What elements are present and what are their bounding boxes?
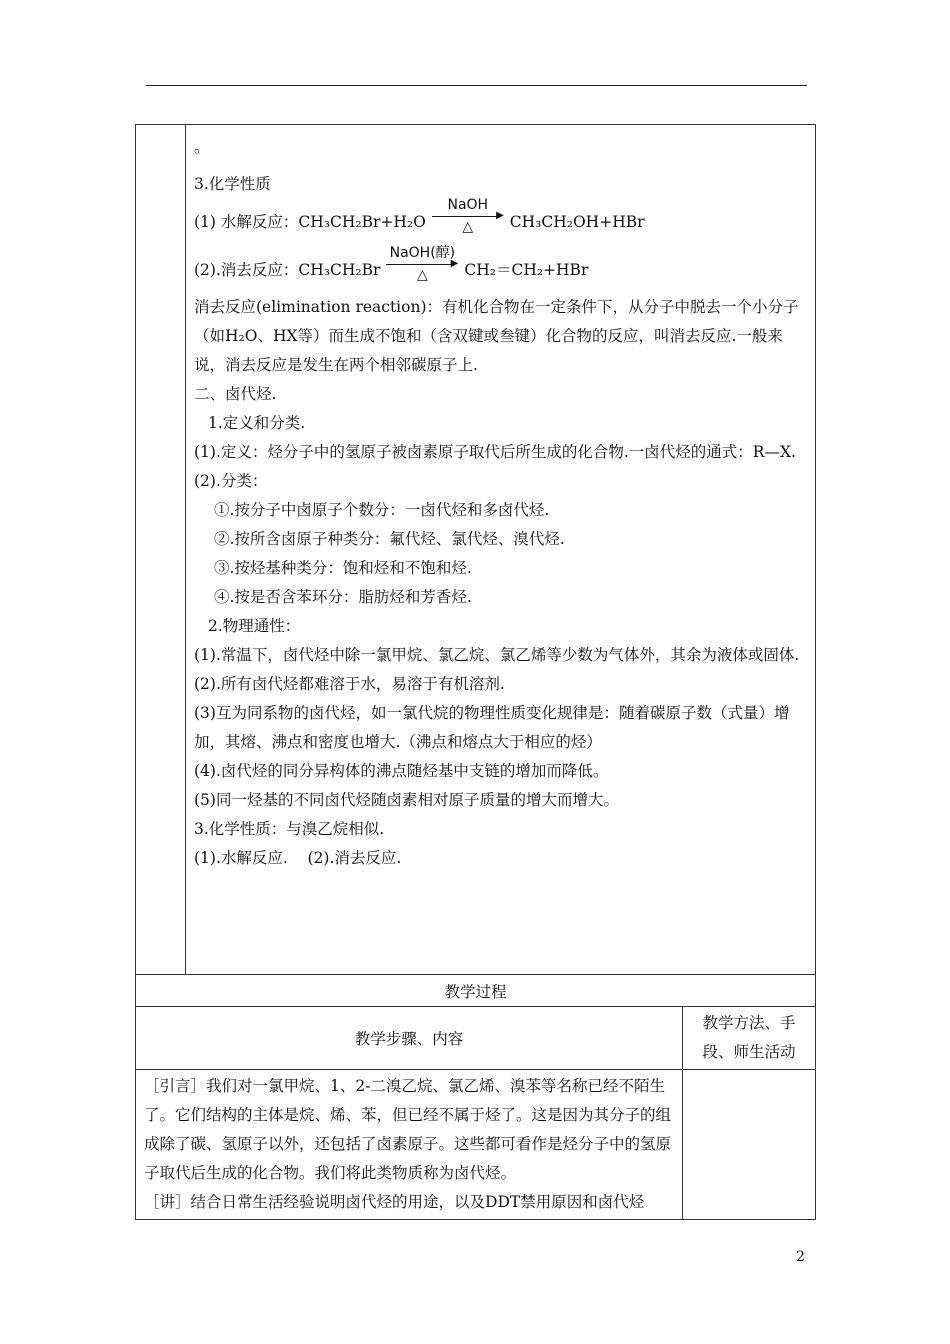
hydrolysis-lhs: CH₃CH₂Br+H₂O [298,213,426,231]
intro-paragraph [144,1072,676,1188]
phys-item-4: (4).卤代烃的同分异构体的沸点随烃基中支链的增加而降低。 [194,762,609,780]
class-item-2: ②.按所含卤原子种类分：氟代烃、氯代烃、溴代烃. [214,530,565,548]
period-line: 。 [194,138,210,156]
elimination-lhs: CH₃CH₂Br [298,261,381,279]
class-item-4: ④.按是否含苯环分：脂肪烃和芳香烃. [214,588,472,606]
class-item-3: ③.按烃基种类分：饱和烃和不饱和烃. [214,559,472,577]
hydrolysis-rhs: CH₃CH₂OH+HBr [509,213,645,231]
elimination-label: (2).消去反应： [194,261,299,279]
arrow-top-label: NaOH(醇) [389,245,456,261]
arrow-top-label: NaOH [447,197,489,213]
phys-heading: 2.物理通性： [208,617,301,635]
phys-item-5: (5)同一烃基的不同卤代烃随卤素相对原子质量的增大而增大。 [194,791,619,809]
section-2-heading: 二、卤代烃. [194,385,277,403]
phys-item-3: (3)互为同系物的卤代烃，如一氯代烷的物理性质变化规律是：随着碳原子数（式量）增加，其熔、沸点和密度也增大.（沸点和熔点大于相应的烃） [194,704,790,751]
class-heading: (2).分类： [194,472,268,490]
elimination-definition: 消去反应(elimination reaction)：有机化合物在一定条件下，从分子中脱去一个小分子（如H₂O、HX等）而生成不饱和（含双键或叁键）化合物的反应，叫消去反应.一般来说，消去反应是发生在两个相邻碳原子上. [194,298,799,374]
lecture-text: 结合日常生活经验说明卤代烃的用途，以及DDT禁用原因和卤代烃 [190,1193,645,1211]
page-number: 2 [796,1249,805,1265]
methods-column-header: 教学方法、手段、师生活动 [683,1007,816,1070]
phys-item-2: (2).所有卤代烃都难溶于水，易溶于有机溶剂. [194,675,505,693]
intro-tag: ［引言］ [144,1077,207,1095]
hydrolysis-label: (1) 水解反应： [194,213,299,231]
arrow-bottom-label: △ [416,267,428,283]
def-class-heading: 1.定义和分类. [208,414,306,432]
lecture-paragraph [144,1188,676,1217]
content-cell [186,125,816,975]
elimination-rhs: CH₂＝CH₂+HBr [464,261,589,279]
lesson-table [135,124,816,1220]
phys-item-1: (1).常温下，卤代烃中除一氯甲烷、氯乙烷、氯乙烯等少数为气体外，其余为液体或固体. [194,646,800,664]
chem-props-title: 3.化学性质 [194,175,271,193]
class-item-1: ①.按分子中卤原子个数分：一卤代烃和多卤代烃. [214,501,550,519]
steps-column-header: 教学步骤、内容 [136,1007,683,1070]
chem-heading: 3.化学性质：与溴乙烷相似. [194,820,385,838]
arrow-bottom-label: △ [462,219,474,235]
hydrolysis-equation [194,189,809,237]
definition-text: (1).定义：烃分子中的氢原子被卤素原子取代后所生成的化合物.一卤代烃的通式：R—X. [194,443,796,461]
elimination-equation [194,237,809,285]
steps-body-cell [136,1070,683,1220]
intro-text: 我们对一氯甲烷、1、2-二溴乙烷、氯乙烯、溴苯等名称已经不陌生了。它们结构的主体是烷、烯、苯，但已经不属于烃了。这是因为其分子的组成除了碳、氢原子以外，还包括了卤素原子。这些都可看作是烃分子中的氢原子取代后生成的化合物。我们将此类物质称为卤代烃。 [144,1077,672,1182]
header-rule [146,85,807,86]
lecture-tag: ［讲］ [144,1193,191,1211]
reaction-arrow: NaOH ▶ △ [432,197,504,237]
chem-items: (1).水解反应. (2).消去反应. [194,849,402,867]
reaction-arrow: NaOH(醇) ▶ △ [386,245,458,285]
left-blank-cell [136,125,186,975]
process-header: 教学过程 [136,975,816,1007]
methods-body-cell [683,1070,816,1220]
